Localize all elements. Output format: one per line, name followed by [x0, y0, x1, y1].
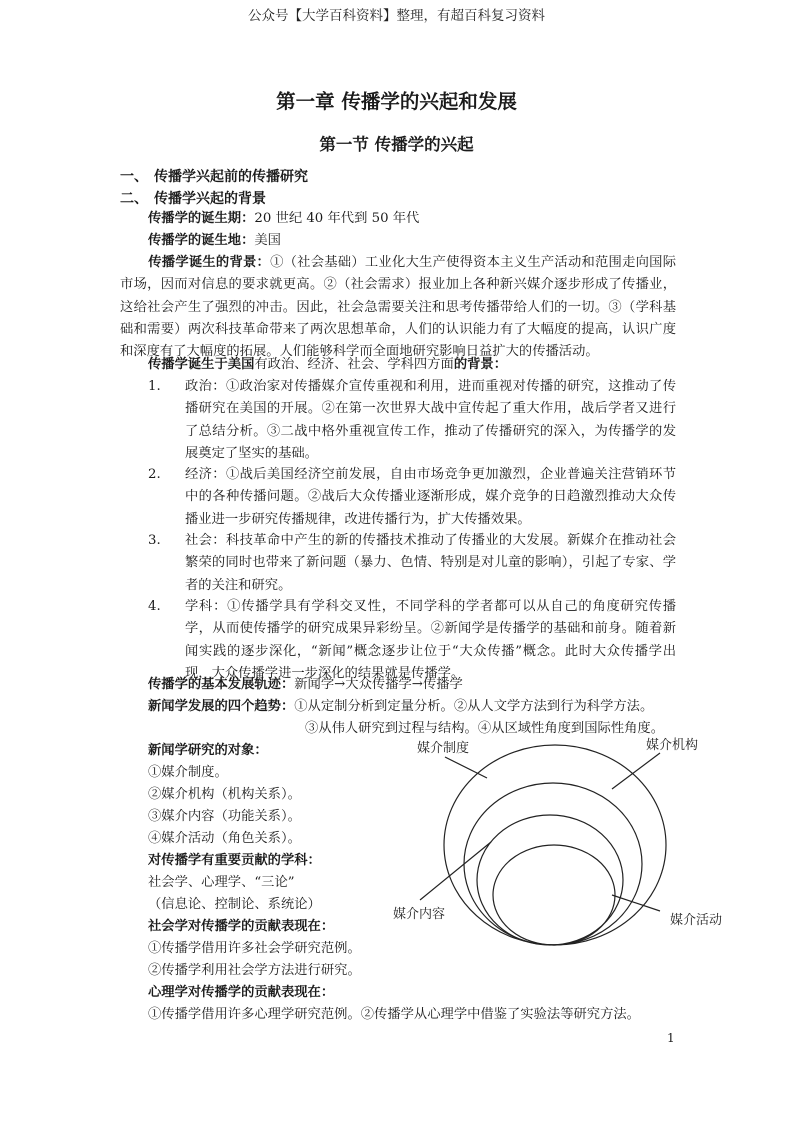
list-text: 社会：科技革命中产生的新的传播技术推动了传播业的大发展。新媒介在推动社会繁荣的同时也带来了新问题（暴力、色情、特别是对儿童的影响），引起了专家、学者的关注和研究。 [185, 533, 676, 593]
birth-place [148, 230, 281, 252]
research-objects-label: 新闻学研究的对象： [148, 743, 268, 758]
list-number: 1. [148, 379, 161, 394]
list-item-politics [148, 376, 676, 465]
trends-label: 新闻学发展的四个趋势： [148, 699, 295, 714]
birth-period-value: 20 世纪 40 年代到 50 年代 [254, 211, 420, 226]
section-title: 第一节 传播学的兴起 [319, 135, 474, 154]
leader-line-activity [612, 895, 660, 911]
four-aspects-heading [148, 354, 507, 376]
contributing-disciplines-line-2: （信息论、控制论、系统论） [148, 897, 321, 912]
leader-line-institution [612, 753, 660, 789]
list-text: 经济：①战后美国经济空前发展，自由市场竞争更加激烈，企业普遍关注营销环节中的各种传播问题。②战后大众传播业逐渐形成，媒介竞争的日趋激烈推动大众传播业进一步研究传播规律，改进传播行为，扩大传播效果。 [185, 467, 676, 527]
sociology-item: ②传播学利用社会学方法进行研究。 [148, 963, 361, 978]
four-aspects-label-bold: 传播学诞生于美国 [148, 357, 255, 372]
chapter-title: 第一章 传播学的兴起和发展 [276, 90, 517, 113]
circle-media-content [477, 815, 623, 945]
list-number: 4. [148, 599, 161, 614]
page-number: 1 [667, 1031, 675, 1045]
birth-background-text: ①（社会基础）工业化大生产使得资本主义生产活动和范围走向国际市场，因而对信息的要求就更高。②（社会需求）报业加上各种新兴媒介逐步形成了传播业，这给社会产生了强烈的冲击。因此，社会急需要关注和思考传播带给人们的一切。③（学科基础和需要）两次科技革命带来了两次思想革命，人们的认识能力有了大幅度的提高，认识广度和深度有了大幅度的拓展。人们能够科学而全面地研究影响日益扩大的传播活动。 [120, 255, 677, 360]
heading-2 [120, 188, 266, 208]
psychology-text: ①传播学借用许多心理学研究范例。②传播学从心理学中借鉴了实验法等研究方法。 [148, 1007, 640, 1022]
leader-line-system [445, 757, 487, 778]
page-header: 公众号【大学百科资料】整理，有超百科复习资料 [248, 8, 545, 24]
research-object-item: ④媒介活动（角色关系）。 [148, 831, 301, 846]
birth-background-paragraph [120, 252, 676, 363]
heading-number: 二、 [120, 191, 148, 207]
list-item-economy [148, 464, 676, 531]
contributing-disciplines-label: 对传播学有重要贡献的学科： [148, 853, 321, 868]
birth-background-label: 传播学诞生的背景： [148, 255, 271, 270]
trends-line-1: ①从定制分析到定量分析。②从人文学方法到行为科学方法。 [294, 699, 654, 714]
heading-text: 传播学兴起的背景 [154, 191, 266, 207]
research-object-item: ③媒介内容（功能关系）。 [148, 809, 301, 824]
birth-place-label: 传播学的诞生地： [148, 233, 255, 248]
four-aspects-label-plain: 有政治、经济、社会、学科四方面 [254, 357, 454, 372]
four-aspects-label-suffix: 的背景： [453, 357, 508, 372]
label-media-system: 媒介制度 [417, 741, 470, 756]
birth-period [148, 208, 419, 230]
sociology-item: ①传播学借用许多社会学研究范例。 [148, 941, 361, 956]
trajectory-value: 新闻学→大众传播学→传播学 [294, 677, 463, 692]
list-item-society [148, 530, 676, 597]
trends [148, 696, 653, 718]
list-number: 2. [148, 467, 161, 482]
media-circles-diagram [380, 725, 730, 955]
circle-media-institution [464, 783, 642, 945]
heading-number: 一、 [120, 169, 148, 185]
label-media-content: 媒介内容 [393, 907, 446, 922]
research-object-item: ②媒介机构（机构关系）。 [148, 787, 301, 802]
research-object-item: ①媒介制度。 [148, 765, 228, 780]
heading-1 [120, 166, 308, 186]
trajectory [148, 674, 463, 696]
trends-line-2: ③从伟人研究到过程与结构。④从区域性角度到国际性角度。 [305, 721, 665, 736]
heading-text: 传播学兴起前的传播研究 [154, 169, 308, 185]
leader-line-content [420, 842, 491, 900]
list-text: 政治：①政治家对传播媒介宣传重视和利用，进而重视对传播的研究，这推动了传播研究在美国的开展。②在第一次世界大战中宣传起了重大作用，战后学者又进行了总结分析。③二战中格外重视宣传工作，推动了传播研究的深入，为传播学的发展奠定了坚实的基础。 [185, 379, 676, 461]
list-number: 3. [148, 533, 161, 548]
circle-media-activity [493, 845, 615, 945]
trajectory-label: 传播学的基本发展轨迹： [148, 677, 295, 692]
list-item-discipline [148, 596, 676, 685]
contributing-disciplines-line-1: 社会学、心理学、“三论” [148, 875, 295, 890]
sociology-label: 社会学对传播学的贡献表现在： [148, 919, 335, 934]
psychology-label: 心理学对传播学的贡献表现在： [148, 985, 335, 1000]
birth-period-label: 传播学的诞生期： [148, 211, 255, 226]
label-media-activity: 媒介活动 [670, 913, 723, 928]
birth-place-value: 美国 [254, 233, 281, 248]
list-text: 学科：①传播学具有学科交叉性，不同学科的学者都可以从自己的角度研究传播学，从而使传播学的研究成果异彩纷呈。②新闻学是传播学的基础和前身。随着新闻实践的逐步深化，“新闻”概念逐步让位于“大众传播”概念。此时大众传播学出现，大众传播学进一步深化的结果就是传播学。 [185, 599, 676, 681]
label-media-institution: 媒介机构 [646, 738, 699, 753]
